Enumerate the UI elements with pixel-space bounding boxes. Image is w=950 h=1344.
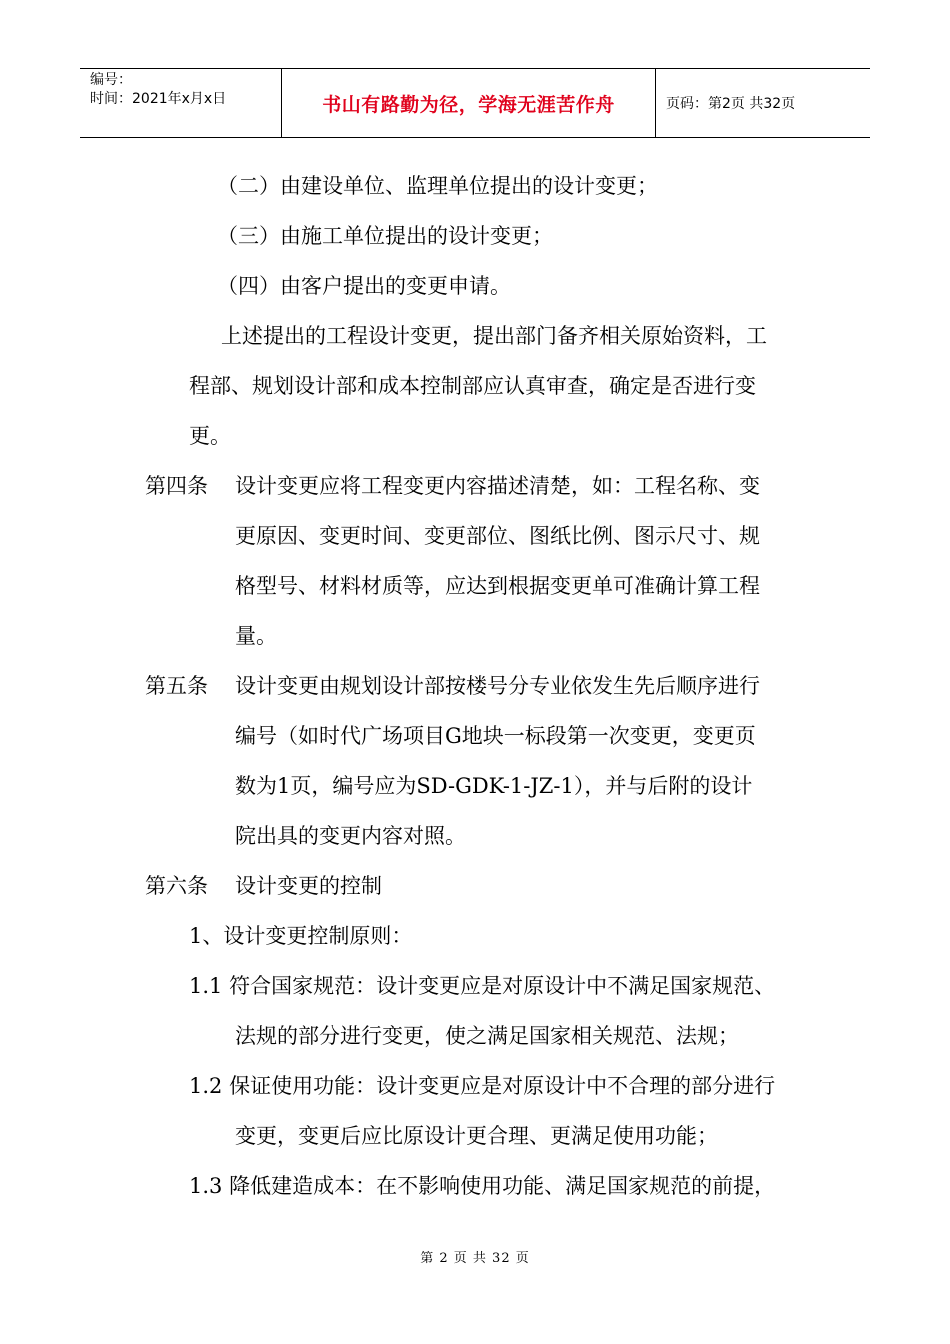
- principle-1-2-cont: 变更，变更后应比原设计更合理、更满足使用功能；: [235, 1124, 718, 1148]
- paragraph-line: 程部、规划设计部和成本控制部应认真审查，确定是否进行变: [189, 374, 756, 398]
- header-meta: [80, 69, 282, 137]
- item-three: （三）由施工单位提出的设计变更；: [217, 224, 553, 248]
- principle-1-1-cont: 法规的部分进行变更，使之满足国家相关规范、法规；: [235, 1024, 739, 1048]
- principle-1-2: 1.2 保证使用功能：设计变更应是对原设计中不合理的部分进行: [189, 1074, 776, 1098]
- header-motto: 书山有路勤为径，学海无涯苦作舟: [322, 93, 615, 116]
- article-four-line: 量。: [235, 624, 277, 648]
- header-page-info-cell: [656, 69, 870, 137]
- paragraph-line: 上述提出的工程设计变更，提出部门备齐相关原始资料，工: [221, 324, 767, 348]
- article-five-line: 编号（如时代广场项目G地块一标段第一次变更，变更页: [235, 724, 756, 748]
- header-page-info: 页码：第2页 共32页: [666, 96, 796, 112]
- header-motto-cell: [282, 69, 656, 137]
- item-two: （二）由建设单位、监理单位提出的设计变更；: [217, 174, 658, 198]
- page-footer: 第 2 页 共 32 页: [420, 1251, 530, 1266]
- article-six-label: 第六条: [145, 874, 208, 898]
- item-four: （四）由客户提出的变更申请。: [217, 274, 511, 298]
- article-four-text: 设计变更应将工程变更内容描述清楚，如：工程名称、变: [235, 474, 760, 498]
- principles-heading: 1、设计变更控制原则：: [189, 924, 413, 948]
- article-six-line: [145, 872, 382, 900]
- article-five-first-line: [145, 672, 760, 700]
- article-five-label: 第五条: [145, 674, 208, 698]
- principle-1-1: 1.1 符合国家规范：设计变更应是对原设计中不满足国家规范、: [189, 974, 776, 998]
- article-five-line: 数为1页，编号应为SD-GDK-1-JZ-1），并与后附的设计: [235, 774, 753, 798]
- article-five-line: 院出具的变更内容对照。: [235, 824, 466, 848]
- article-four-line: 格型号、材料材质等，应达到根据变更单可准确计算工程: [235, 574, 760, 598]
- article-four-first-line: [145, 472, 760, 500]
- paragraph-line: 更。: [189, 424, 231, 448]
- article-five-text: 设计变更由规划设计部按楼号分专业依发生先后顺序进行: [235, 674, 760, 698]
- article-six-text: 设计变更的控制: [235, 874, 382, 898]
- article-four-line: 更原因、变更时间、变更部位、图纸比例、图示尺寸、规: [235, 524, 760, 548]
- principle-1-3: 1.3 降低建造成本：在不影响使用功能、满足国家规范的前提，: [189, 1174, 776, 1198]
- document-date: 时间：2021年x月x日: [90, 91, 227, 107]
- document-number: 编号：: [90, 72, 132, 88]
- article-four-label: 第四条: [145, 474, 208, 498]
- page-header: [80, 68, 870, 138]
